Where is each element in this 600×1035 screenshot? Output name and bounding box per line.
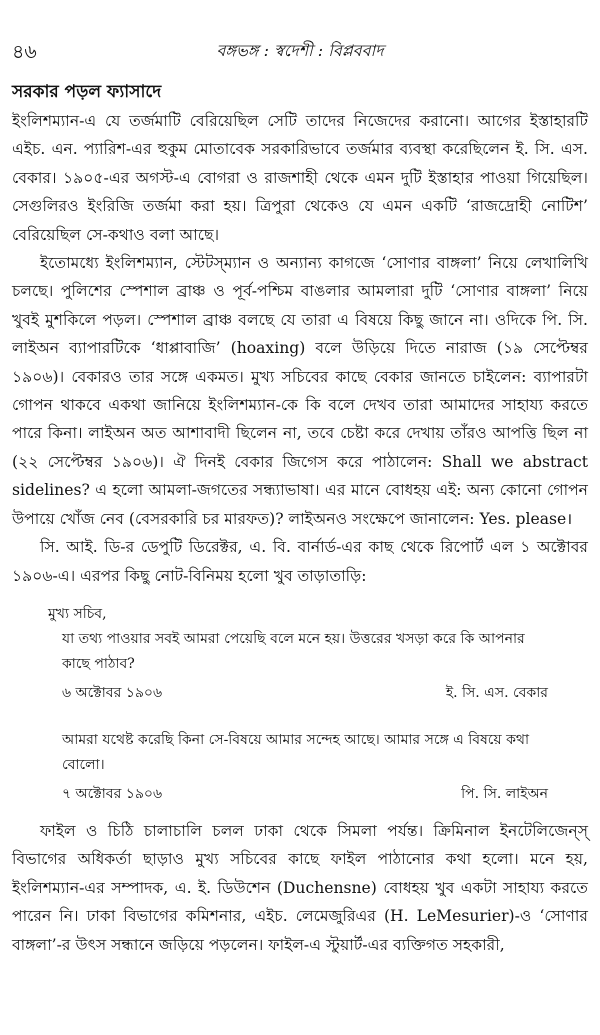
note-text: আমরা যথেষ্ট করেছি কিনা সে-বিষয়ে আমার সন্দেহ আছে। আমার সঙ্গে এ বিষয়ে কথা বোলো। bbox=[62, 731, 530, 773]
note-signature-line bbox=[62, 782, 548, 807]
paragraph: সি. আই. ডি-র ডেপুটি ডিরেক্টর, এ. বি. বার্নার্ড-এর কাছ থেকে রিপোর্ট এল ১ অক্টোবর ১৯০৬-এ। এরপর কিছু নোট-বিনিময় হলো খুব তাড়াতাড়ি: bbox=[12, 538, 588, 585]
paragraph: ইতোমধ্যে ইংলিশম্যান, স্টেটস্‌ম্যান ও অন্যান্য কাগজে ‘সোণার বাঙ্গলা’ নিয়ে লেখালিখি চলছে। পুলিশের স্পেশাল ব্রাঞ্চ ও পূর্ব-পশ্চিম বাঙলার আমলারা দুটি ‘সোণার বাঙ্গলা’ নিয়ে খুবই মুশকিলে পড়ল। স্পেশাল ব্রাঞ্চ বলছে যে তারা এ বিষয়ে কিছু জানে না। ওদিকে পি. সি. লাইঅন ব্যাপারটিকে ‘ধাপ্পাবাজি’ (hoaxing) বলে উড়িয়ে দিতে নারাজ (১৯ সেপ্টেম্বর ১৯০৬)। বেকারও তার সঙ্গে একমত। মুখ্য সচিবের কাছে বেকার জানতে চাইলেন: ব্যাপারটা গোপন থাকবে একথা জানিয়ে ইংলিশম্যান-কে কি বলে দেখব তারা আমাদের সাহায্য করতে পারে কিনা। লাইঅন অত আশাবাদী ছিলেন না, তবে চেষ্টা করে দেখায় তাঁরও আপত্তি ছিল না (২২ সেপ্টেম্বর ১৯০৬)। ঐ দিনই বেকার জিগেস করে পাঠালেন: Shall we abstract sidelines? এ হলো আমলা-জগতের সন্ধ্যাভাষা। এর মানে বোধহয় এই: অন্য কোনো গোপন উপায়ে খোঁজ নেব (বেসরকারি চর মারফত)? লাইঅনও সংক্ষেপে জানালেন: Yes. please। bbox=[12, 254, 588, 528]
note-date: ৭ অক্টোবর ১৯০৬ bbox=[62, 785, 163, 802]
paragraph: ফাইল ও চিঠি চালাচালি চলল ঢাকা থেকে সিমলা পর্যন্ত। ক্রিমিনাল ইনটেলিজেন্স্‌ বিভাগের অধিকর্তা ছাড়াও মুখ্য সচিবের কাছে ফাইল পাঠানোর কথা হলো। মনে হয়, ইংলিশম্যান-এর সম্পাদক, এ. ই. ডিউশেন (Duchensne) বোধহয় খুব একটা সাহায্য করতে পারেন নি। ঢাকা বিভাগের কমিশনার, এইচ. লেমেজুরিএর (H. LeMesurier)-ও ‘সোণার বাঙ্গলা’-র উৎস সন্ধানে জড়িয়ে পড়লেন। ফাইল-এ স্টুয়ার্ট-এর ব্যক্তিগত সহকারী, bbox=[12, 821, 588, 954]
page-header bbox=[0, 34, 600, 64]
quoted-note-lyon bbox=[62, 728, 548, 807]
note-salutation: মুখ্য সচিব, bbox=[48, 605, 107, 622]
note-date: ৬ অক্টোবর ১৯০৬ bbox=[62, 684, 163, 701]
note-signature: পি. সি. লাইঅন bbox=[461, 785, 548, 802]
quoted-note-baker bbox=[48, 602, 548, 706]
section-title: সরকার পড়ল ফ্যাসাদে bbox=[12, 82, 162, 102]
running-title: বঙ্গভঙ্গ : স্বদেশী : বিপ্লববাদ bbox=[216, 41, 384, 60]
page-number: ৪৬ bbox=[12, 41, 37, 63]
paragraph: ইংলিশম্যান-এ যে তর্জমাটি বেরিয়েছিল সেটি তাদের নিজেদের করানো। আগের ইস্তাহারটি এইচ. এন. প্যারিশ-এর হুকুম মোতাবেক সরকারিভাবে তর্জমার ব্যবস্থা করেছিলেন ই. সি. এস. বেকার। ১৯০৫-এর অগস্ট-এ বোগরা ও রাজশাহী থেকে এমন দুটি ইস্তাহার পাওয়া গিয়েছিল। সেগুলিরও ইংরিজি তর্জমা করা হয়। ত্রিপুরা থেকেও যে এমন একটি ‘রাজদ্রোহী নোটিশ’ বেরিয়েছিল সে-কথাও বলা আছে। bbox=[12, 112, 588, 244]
note-text: যা তথ্য পাওয়ার সবই আমরা পেয়েছি বলে মনে হয়। উত্তরের খসড়া করে কি আপনার কাছে পাঠাব? bbox=[62, 630, 525, 672]
note-signature: ই. সি. এস. বেকার bbox=[445, 684, 548, 701]
page-body bbox=[12, 78, 588, 959]
note-signature-line bbox=[62, 681, 548, 706]
